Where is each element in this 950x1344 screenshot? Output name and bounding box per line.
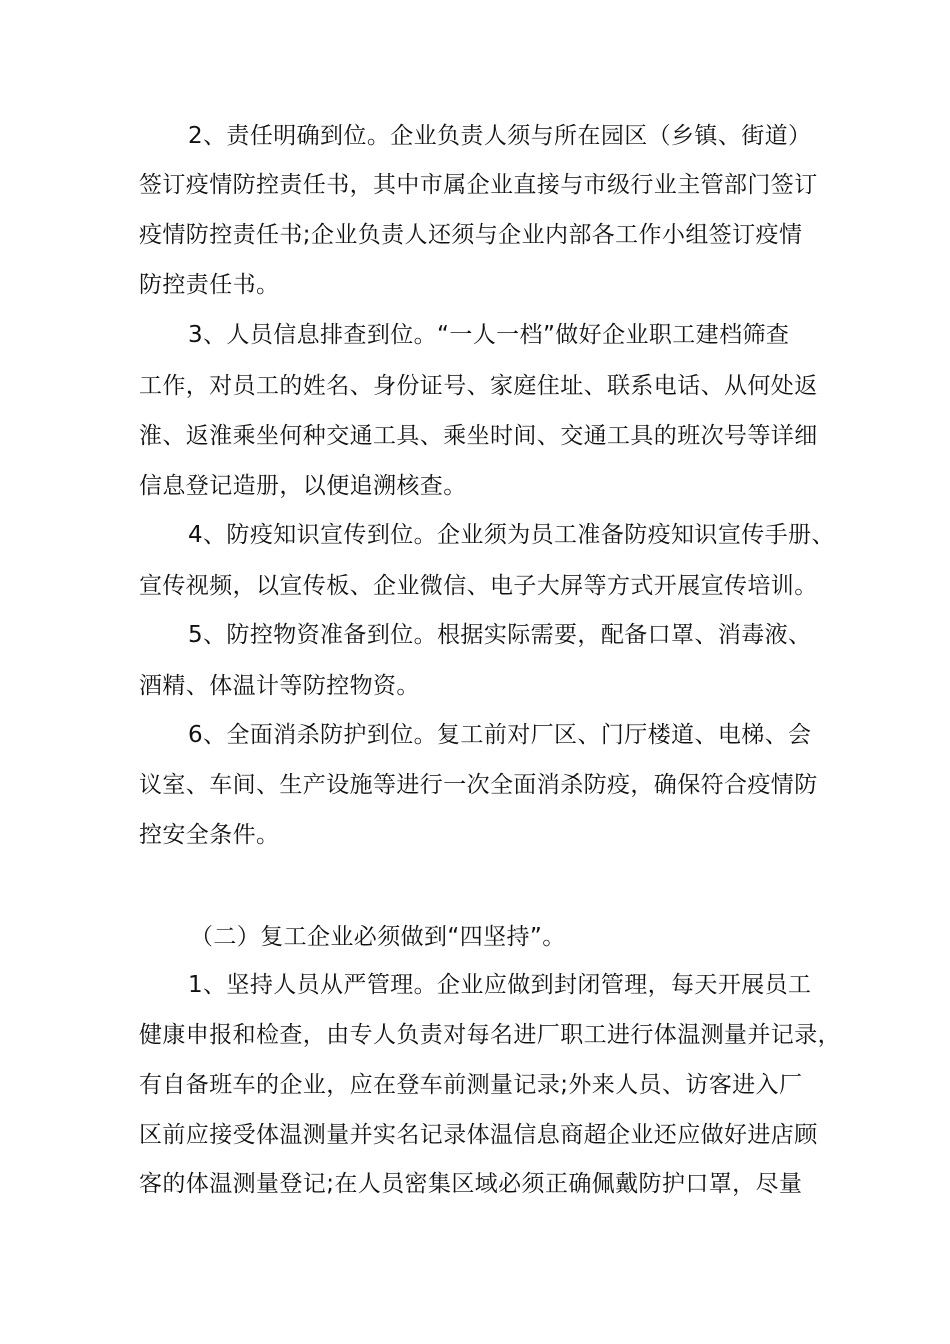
- paragraph-6-line-1: 1、坚持人员从严管理。企业应做到封闭管理，每天开展员工: [188, 972, 812, 998]
- paragraph-6-line-5: 客的体温测量登记;在人员密集区域必须正确佩戴防护口罩，尽量: [139, 1171, 803, 1197]
- paragraph-1-line-4: 防控责任书。: [139, 272, 280, 298]
- paragraph-5-line-1: 6、全面消杀防护到位。复工前对厂区、门厅楼道、电梯、会: [188, 722, 812, 748]
- paragraph-1-line-3: 疫情防控责任书;企业负责人还须与企业内部各工作小组签订疫情: [139, 222, 803, 248]
- paragraph-4-line-2: 酒精、体温计等防控物资。: [139, 673, 420, 699]
- paragraph-2-line-3: 淮、返淮乘坐何种交通工具、乘坐时间、交通工具的班次号等详细: [139, 423, 818, 449]
- paragraph-5-line-3: 控安全条件。: [139, 822, 280, 848]
- paragraph-5-line-2: 议室、车间、生产设施等进行一次全面消杀防疫，确保符合疫情防: [139, 772, 818, 798]
- paragraph-6-line-2: 健康申报和检查，由专人负责对每名进厂职工进行体温测量并记录，: [139, 1022, 841, 1048]
- paragraph-2-line-4: 信息登记造册，以便追溯核查。: [139, 473, 467, 499]
- section-heading: （二）复工企业必须做到“四坚持”。: [190, 924, 566, 950]
- paragraph-3-line-2: 宣传视频，以宣传板、企业微信、电子大屏等方式开展宣传培训。: [139, 573, 818, 599]
- paragraph-6-line-3: 有自备班车的企业，应在登车前测量记录;外来人员、访客进入厂: [139, 1072, 803, 1098]
- paragraph-1-line-2: 签订疫情防控责任书，其中市属企业直接与市级行业主管部门签订: [139, 172, 818, 198]
- paragraph-2-line-1: 3、人员信息排查到位。“一人一档”做好企业职工建档筛查: [188, 322, 790, 348]
- paragraph-1-line-1: 2、责任明确到位。企业负责人须与所在园区（乡镇、街道）: [188, 123, 812, 149]
- paragraph-3-line-1: 4、防疫知识宣传到位。企业须为员工准备防疫知识宣传手册、: [188, 522, 835, 548]
- paragraph-4-line-1: 5、防控物资准备到位。根据实际需要，配备口罩、消毒液、: [188, 622, 812, 648]
- paragraph-2-line-2: 工作，对员工的姓名、身份证号、家庭住址、联系电话、从何处返: [139, 373, 818, 399]
- paragraph-6-line-4: 区前应接受体温测量并实名记录体温信息商超企业还应做好进店顾: [139, 1122, 818, 1148]
